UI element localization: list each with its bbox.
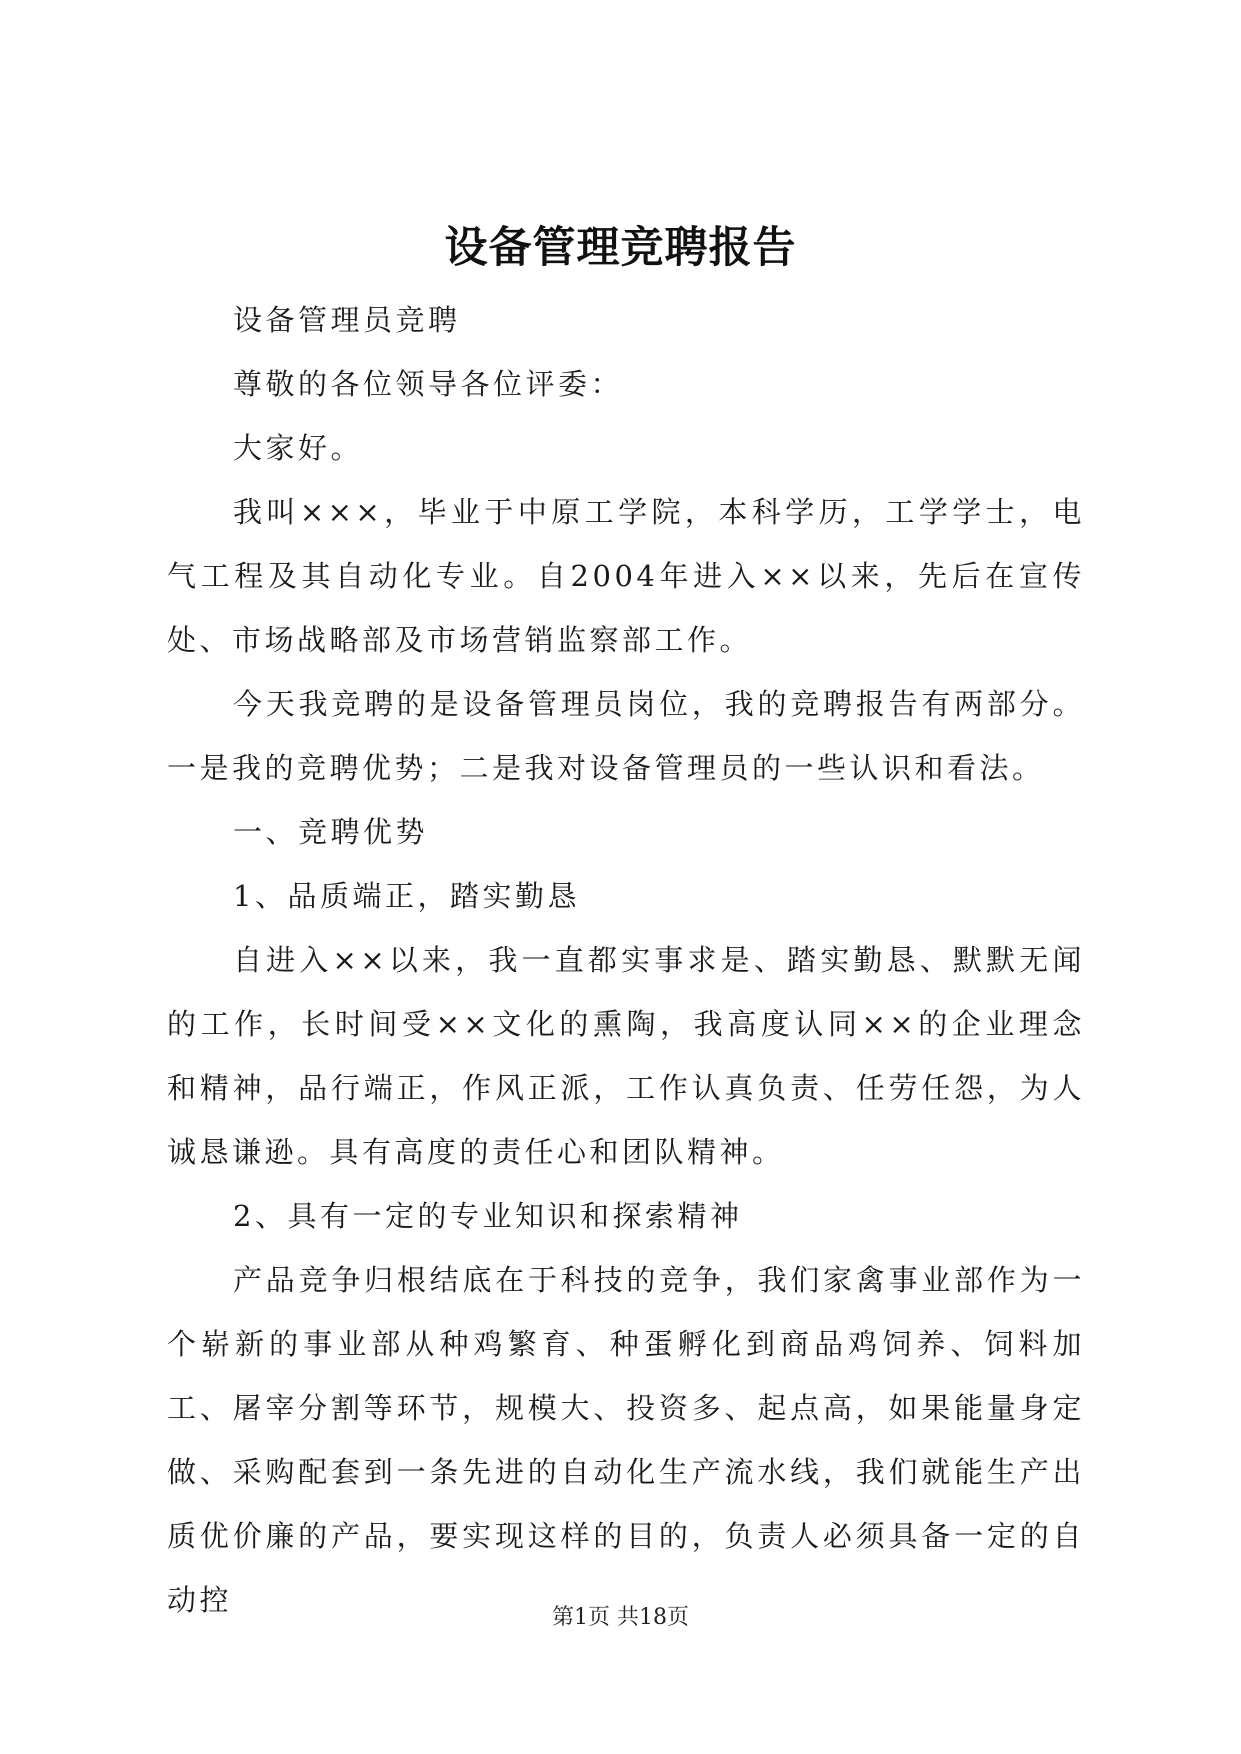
- subsection-heading: 1、品质端正，踏实勤恳: [233, 879, 580, 913]
- paragraph: 我叫×××，毕业于中原工学院，本科学历，工学学士，电气工程及其自动化专业。自2004年进入××以来，先后在宣传处、市场战略部及市场营销监察部工作。: [167, 495, 1085, 657]
- page-number-footer: 第1页 共18页: [552, 1605, 689, 1630]
- paragraph: 产品竞争归根结底在于科技的竞争，我们家禽事业部作为一个崭新的事业部从种鸡繁育、种蛋孵化到商品鸡饲养、饲料加工、屠宰分割等环节，规模大、投资多、起点高，如果能量身定做、采购配套到一条先进的自动化生产流水线，我们就能生产出质优价廉的产品，要实现这样的目的，负责人必须具备一定的自动控: [167, 1263, 1085, 1617]
- paragraph: 设备管理员竞聘: [233, 303, 461, 337]
- paragraph: 今天我竞聘的是设备管理员岗位，我的竞聘报告有两部分。一是我的竞聘优势；二是我对设备管理员的一些认识和看法。: [167, 687, 1085, 785]
- subsection-heading: 2、具有一定的专业知识和探索精神: [233, 1199, 743, 1233]
- paragraph: 尊敬的各位领导各位评委：: [233, 367, 624, 401]
- document-title: 设备管理竞聘报告: [444, 223, 797, 273]
- paragraph: 自进入××以来，我一直都实事求是、踏实勤恳、默默无闻的工作，长时间受××文化的熏陶，我高度认同××的企业理念和精神，品行端正，作风正派，工作认真负责、任劳任怨，为人诚恳谦逊。具有高度的责任心和团队精神。: [167, 943, 1085, 1169]
- section-heading: 一、竞聘优势: [233, 815, 429, 849]
- paragraph: 大家好。: [233, 431, 364, 465]
- document-body: [167, 288, 1085, 1632]
